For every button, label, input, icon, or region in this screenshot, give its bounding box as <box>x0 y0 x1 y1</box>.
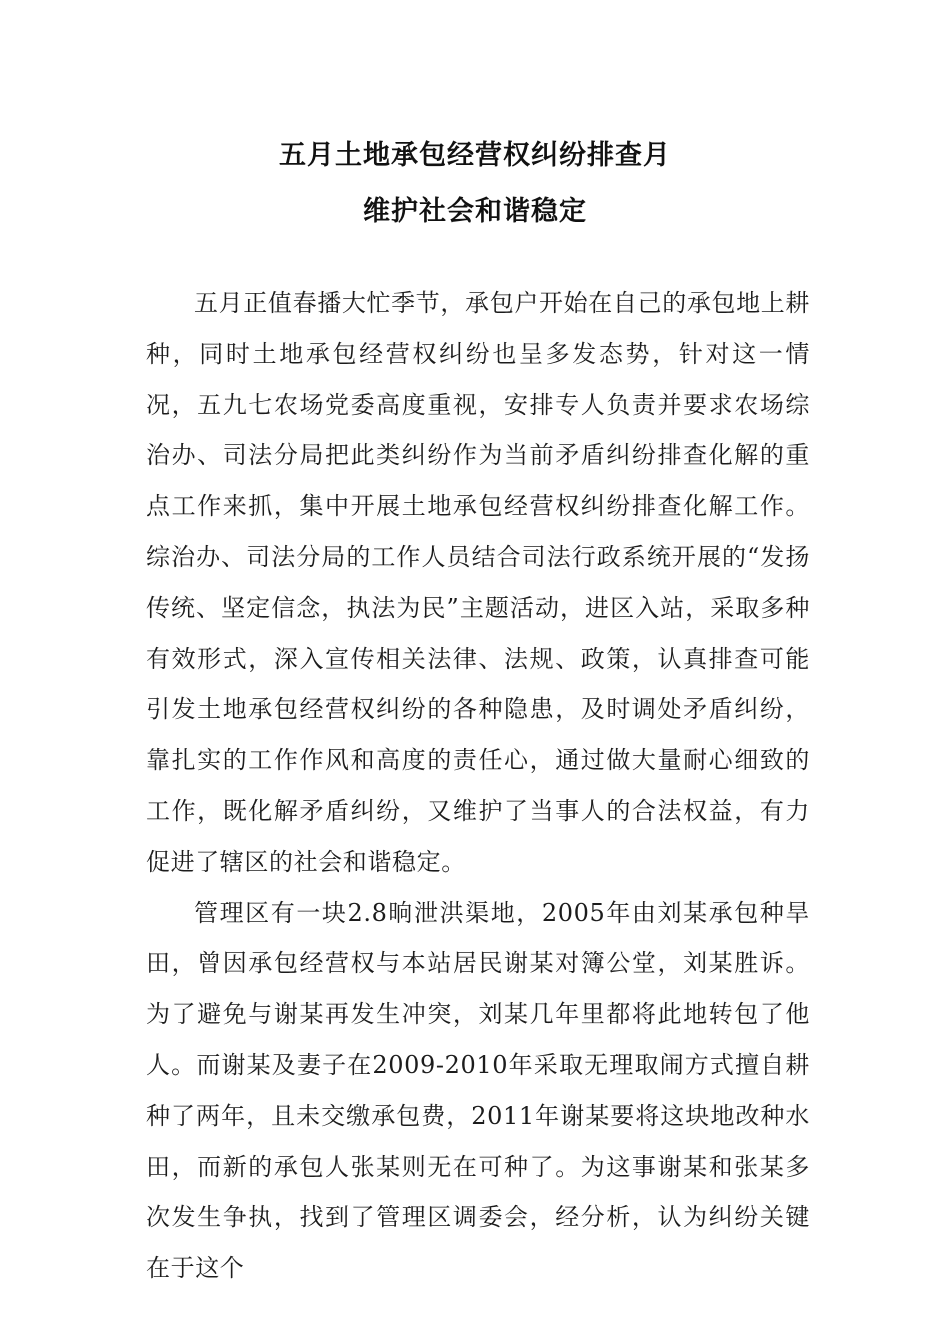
document-title <box>0 128 950 240</box>
paragraph-2: 管理区有一块2.8晌泄洪渠地，2005年由刘某承包种旱田，曾因承包经营权与本站居民谢某对簿公堂，刘某胜诉。为了避免与谢某再发生冲突，刘某几年里都将此地转包了他人。而谢某及妻子在2009-2010年采取无理取闹方式擅自耕种了两年，且未交缴承包费，2011年谢某要将这块地改种水田，而新的承包人张某则无在可种了。为这事谢某和张某多次发生争执，找到了管理区调委会，经分析，认为纠纷关键在于这个 <box>146 898 810 1283</box>
document-body <box>146 278 810 1294</box>
title-line-2: 维护社会和谐稳定 <box>363 196 587 227</box>
title-line-1: 五月土地承包经营权纠纷排查月 <box>279 140 671 171</box>
paragraph-1: 五月正值春播大忙季节，承包户开始在自己的承包地上耕种，同时土地承包经营权纠纷也呈多发态势，针对这一情况，五九七农场党委高度重视，安排专人负责并要求农场综治办、司法分局把此类纠纷作为当前矛盾纠纷排查化解的重点工作来抓，集中开展土地承包经营权纠纷排查化解工作。综治办、司法分局的工作人员结合司法行政系统开展的“发扬传统、坚定信念，执法为民”主题活动，进区入站，采取多种有效形式，深入宣传相关法律、法规、政策，认真排查可能引发土地承包经营权纠纷的各种隐患，及时调处矛盾纠纷，靠扎实的工作作风和高度的责任心，通过做大量耐心细致的工作，既化解矛盾纠纷，又维护了当事人的合法权益，有力促进了辖区的社会和谐稳定。 <box>146 289 810 876</box>
